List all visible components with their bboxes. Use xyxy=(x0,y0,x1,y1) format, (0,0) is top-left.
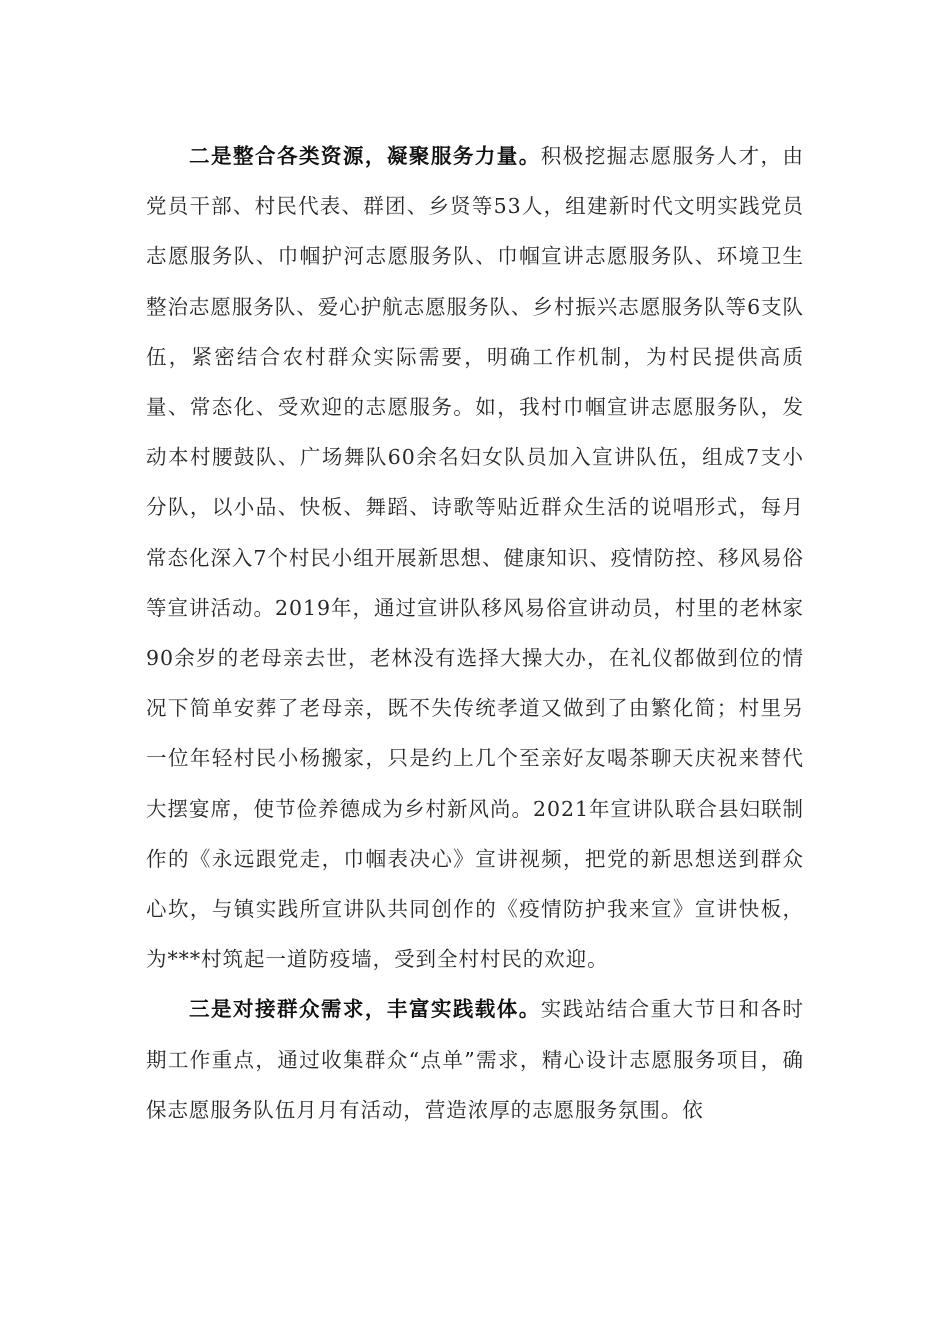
paragraph-body-text: 实践站结合重大节日和各时期工作重点，通过收集群众“点单”需求，精心设计志愿服务项目，确保志愿服务队伍月月有活动，营造浓厚的志愿服务氛围。依 xyxy=(146,997,804,1122)
paragraph-needs xyxy=(146,984,804,1135)
paragraph-lead-heading: 二是整合各类资源，凝聚服务力量。 xyxy=(189,144,541,168)
paragraph-lead-heading: 三是对接群众需求，丰富实践载体。 xyxy=(189,997,541,1022)
document-body xyxy=(146,131,804,1135)
paragraph-resources xyxy=(146,131,804,984)
paragraph-body-text: 积极挖掘志愿服务人才，由党员干部、村民代表、群团、乡贤等53人，组建新时代文明实践党员志愿服务队、巾帼护河志愿服务队、巾帼宣讲志愿服务队、环境卫生整治志愿服务队、爱心护航志愿服务队、乡村振兴志愿服务队等6支队伍，紧密结合农村群众实际需要，明确工作机制，为村民提供高质量、常态化、受欢迎的志愿服务。如，我村巾帼宣讲志愿服务队，发动本村腰鼓队、广场舞队60余名妇女队员加入宣讲队伍，组成7支小分队，以小品、快板、舞蹈、诗歌等贴近群众生活的说唱形式，每月常态化深入7个村民小组开展新思想、健康知识、疫情防控、移风易俗等宣讲活动。2019年，通过宣讲队移风易俗宣讲动员，村里的老林家90余岁的老母亲去世，老林没有选择大操大办，在礼仪都做到位的情况下简单安葬了老母亲，既不失传统孝道又做到了由繁化简；村里另一位年轻村民小杨搬家，只是约上几个至亲好友喝茶聊天庆祝来替代大摆宴席，使节俭养德成为乡村新风尚。2021年宣讲队联合县妇联制作的《永远跟党走，巾帼表决心》宣讲视频，把党的新思想送到群众心坎，与镇实践所宣讲队共同创作的《疫情防护我来宣》宣讲快板，为***村筑起一道防疫墙，受到全村村民的欢迎。 xyxy=(146,144,804,972)
